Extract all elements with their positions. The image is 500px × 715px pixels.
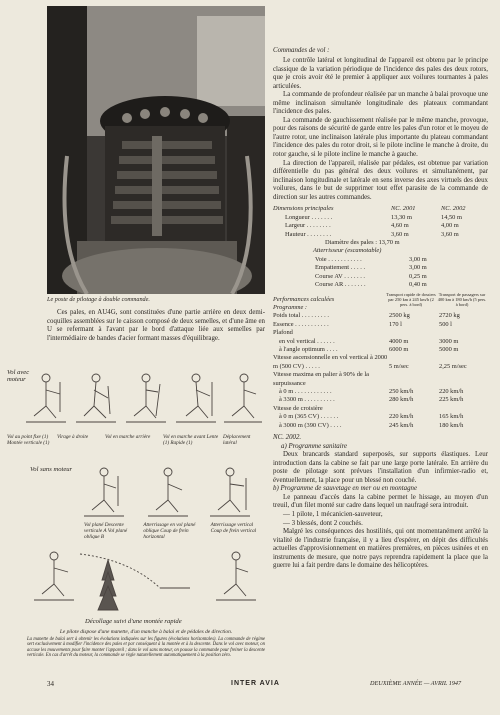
performance-table [273, 292, 488, 430]
perf-label: Essence . . . . . . . . . . . [273, 320, 329, 328]
atterr-label: Course AR . . . . . . . [315, 280, 366, 288]
dims-label: Largeur . . . . . . . . [285, 222, 331, 230]
takeoff-figures [20, 540, 266, 616]
brand-logo: INTER AVIA [231, 680, 280, 687]
perf-value: 170 l [389, 320, 402, 328]
perf-value: 500 l [439, 320, 452, 328]
cockpit-photo [47, 6, 265, 294]
dims-value: 3,60 m [391, 230, 409, 238]
perf-value: 245 km/h [389, 421, 414, 429]
nc2002-title: NC. 2002. [273, 434, 302, 442]
dims-title: Dimensions principales [273, 205, 334, 213]
sauvetage-item: — 1 pilote, 1 mécanicien-sauveteur, [283, 510, 383, 518]
perf-label: à 3300 m . . . . . . . . . . [279, 396, 335, 404]
paragraph: La commande de gauchissement réalisée par le même manche, provoque, pour des raisons de sécurité de garde entre les pales d'un rotor et le moyeu de l'autre rotor, une inclinaison latérale plus importante du plateau commandant l'incidence des pales du rotor droit, si le pilote incline le manche à droite, du rotor gauche, si le pilote incline le manche à gauche. [273, 116, 488, 159]
sauvetage-item: — 3 blessés, dont 2 couchés. [283, 519, 363, 527]
paragraph: Le contrôle latéral et longitudinal de l'appareil est obtenu par le principe classique de la variation périodique de l'incidence des pales des deux rotors, que je crois avoir été le premier à appliquer aux voilures tournantes à pales articulées. [273, 57, 488, 90]
dims-value: 4,00 m [441, 222, 459, 230]
vol-sans-moteur-label: Vol sans moteur [30, 466, 73, 473]
perf-label: à 0 m (365 CV) . . . . . . [279, 413, 339, 421]
unpowered-flight-labels [84, 522, 264, 540]
nc2002-section [273, 434, 488, 571]
dims-value: 14,50 m [441, 213, 462, 221]
perf-value: 280 km/h [389, 396, 414, 404]
sanitaire-paragraph: Deux brancards standard superposés, sur supports élastiques. Leur introduction dans la cabine se fait par une large porte latérale. En arrière du poste de pilotage sont prévues l'installation d'un infirmier-radio et, éventuellement, la place pour un blessé non couché. [273, 451, 488, 484]
dims-value: 3,60 m [441, 230, 459, 238]
perf-title: Performances calculées [273, 296, 335, 304]
fig-label: Atterrissage en vol plané oblique Coup de frein horizontal [143, 522, 196, 540]
perf-value: 2720 kg [439, 312, 460, 320]
atterr-value: 3,00 m [409, 255, 427, 263]
perf-label: Vitesse maxima en palier à 90% de la surpuissance [273, 371, 369, 387]
fig-label: Vol plané Descente verticale A Vol plané oblique B [84, 522, 128, 540]
perf-col1-header: Transport rapide de dossiers par 250 km à 245 km/h (2 pers. à bord) [386, 292, 436, 308]
atterr-value: 0,40 m [409, 280, 427, 288]
prog-title: Programme : [273, 304, 308, 312]
paragraph: La direction de l'appareil, réalisée par pédales, est obtenue par variation différentielle du pas général des deux voilures et simultanément, par inclinaison longitudinale et latérale en sens inverse des axes virtuels des deux voilures, dans le but de supprimer tout effet parasite de la commande de direction sur les autres commandes. [273, 159, 488, 201]
perf-col2-header: Transport de passagers sur 400 km à 180 km/h (5 pers. à bord) [437, 292, 487, 308]
dims-label: Hauteur . . . . . . . . [285, 230, 332, 238]
atterr-value: 0,25 m [409, 272, 427, 280]
sauvetage-paragraph: Le panneau d'accès dans la cabine permet le hissage, au moyen d'un treuil, d'un filet monté sur cadre dans lequel un naufragé sera introduit. [273, 493, 488, 510]
perf-label: Vitesse de croisière [273, 404, 323, 412]
fig-label: Déplacement latéral [223, 434, 251, 446]
perf-label: à 0 m . . . . . . . . . . . . [279, 388, 332, 396]
dims-col-2002: NC. 2002 [441, 205, 466, 213]
perf-label: à 3000 m (390 CV) . . . . [279, 421, 342, 429]
dimensions-table [273, 205, 488, 289]
photo-caption: Le poste de pilotage à double commande. [47, 296, 150, 303]
perf-label: Plafond [273, 329, 293, 337]
perf-value: 4000 m [389, 337, 409, 345]
fig-label: Vol en marche arrière [105, 434, 151, 440]
fig-label: Vol en marche avant Lente (1) Rapide (1) [163, 434, 219, 446]
figures-caption: Le pilote dispose d'une manette, d'un manche à balai et de pédales de direction. [59, 629, 233, 635]
final-paragraph: Malgré les conséquences des hostilités, qui ont momentanément arrêté la vitalité de l'industrie française, il y a lieu d'espérer, en dépit des difficultés actuelles d'approvisionnement en matières premières, en pièces usinées et en instruments de mesure, que notre pays reprendra rapidement la place que la guerre lui a fait perdre dans le domaine des hélicoptères. [273, 528, 488, 570]
perf-value: 3000 m [439, 337, 459, 345]
perf-label: à l'angle optimum . . . . [279, 345, 338, 353]
perf-value: 2,25 m/sec [439, 362, 467, 370]
perf-label: Vitesse ascensionnelle en vol vertical à 2000 m (500 CV) . . . . . [273, 354, 388, 370]
perf-value: 180 km/h [439, 421, 464, 429]
dims-label: Longueur . . . . . . . [285, 213, 333, 221]
prog-sanitaire: a) Programme sanitaire [281, 442, 348, 450]
perf-value: 220 km/h [439, 388, 464, 396]
page-number: 34 [47, 680, 54, 688]
perf-value: 165 km/h [439, 413, 464, 421]
issue-line: DEUXIÈME ANNÉE — AVRIL 1947 [370, 680, 462, 687]
paragraph: La commande de profondeur réalisée par un manche à balai provoque une même inclinaison simultanée longitudinale des plateaux commandant l'incidence des pales. [273, 91, 488, 116]
unpowered-flight-figures [70, 458, 270, 520]
perf-value: 5000 m [439, 345, 459, 353]
figures-note: La manette de balai sert à obtenir les évolutions indiquées sur les figures (évolutions horizontales). La commande de régime sert exclusivement à modifier l'incidence des pales et par conséquent à la montée et à la descente. Dans le vol avec moteur, on accuse les mouvements pour faire monter l'appareil ; dans le vol sans moteur, on pousse la commande pour freiner la descente verticale. En cas d'arrêt du moteur, la commande se règle naturellement automatiquement à la position zéro. [27, 637, 265, 659]
commandes-heading: Commandes de vol : [273, 47, 330, 54]
atterr-label: Empattement . . . . . [315, 264, 366, 272]
perf-label: en vol vertical . . . . . . [279, 337, 335, 345]
fig-label: Virage à droite [57, 434, 89, 440]
left-intro-paragraph: Ces pales, en AU4G, sont constituées d'une partie arrière en deux demi-coquilles assemblées sur le caisson composé de deux semelles, et d'une âme en U se refermant à l'avant par le bord d'attaque liée aux semelles par l'intermédiaire de bandes d'acier formant masses d'équilibrage. [47, 309, 265, 342]
vol-moteur-label: Vol avec moteur [7, 369, 30, 383]
powered-flight-labels [7, 434, 265, 446]
fig-label: Vol au point fixe (1) Montée verticale (1) [7, 434, 50, 446]
perf-value: 225 km/h [439, 396, 464, 404]
powered-flight-figures [6, 364, 266, 434]
perf-value: 220 km/h [389, 413, 414, 421]
commandes-text [273, 57, 488, 202]
perf-value: 5 m/sec [389, 362, 409, 370]
dims-col-2001: NC. 2001 [391, 205, 416, 213]
dims-value: 4,60 m [391, 222, 409, 230]
atterrisseur-title: Atterrisseur (escamotable) [313, 247, 382, 255]
perf-value: 2500 kg [389, 312, 410, 320]
perf-label: Poids total . . . . . . . . . [273, 312, 329, 320]
fig-label: Atterrissage vertical Coup de frein vertical [210, 522, 257, 534]
atterr-value: 3,00 m [409, 264, 427, 272]
right-column [273, 47, 488, 571]
atterr-label: Course AV . . . . . . . [315, 272, 366, 280]
perf-value: 250 km/h [389, 388, 414, 396]
decollage-label: Décollage suivi d'une montée rapide [85, 618, 182, 625]
prog-sauvetage: b) Programme de sauvetage en mer ou en montagne [273, 485, 418, 493]
diametre: Diamètre des pales : 13,70 m [325, 238, 400, 246]
dims-value: 13,30 m [391, 213, 412, 221]
atterr-label: Voie . . . . . . . . . . . [315, 255, 362, 263]
perf-value: 6000 m [389, 345, 409, 353]
